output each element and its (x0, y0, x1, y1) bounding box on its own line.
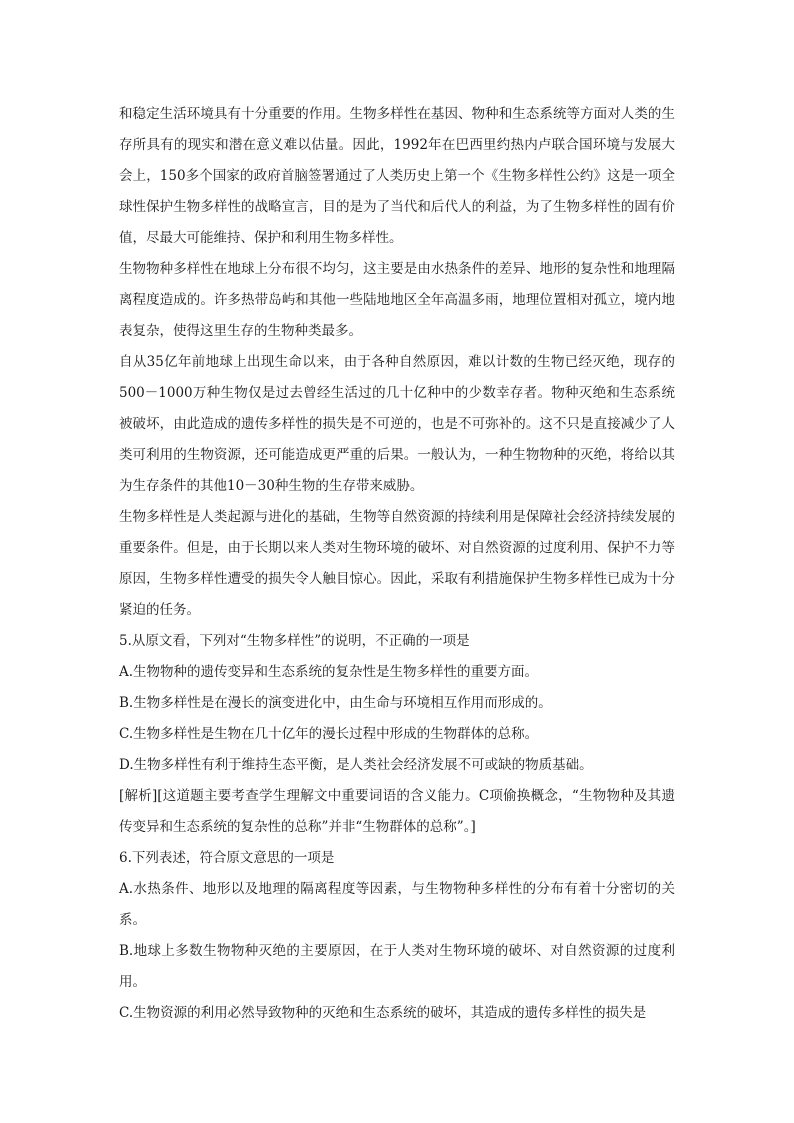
document-body (119, 99, 675, 1029)
question-6-option-c: C.生物资源的利用必然导致物种的灭绝和生态系统的破坏，其造成的遗传多样性的损失是 (119, 1005, 647, 1021)
question-6-option-b: B.地球上多数生物物种灭绝的主要原因，在于人类对生物环境的破坏、对自然资源的过度利用。 (119, 943, 675, 990)
question-5-option-a: A.生物物种的遗传变异和生态系统的复杂性是生物多样性的重要方面。 (119, 664, 539, 680)
question-6-stem: 6.下列表述，符合原文意思的一项是 (119, 850, 335, 866)
question-5-option-d: D.生物多样性有利于维持生态平衡，是人类社会经济发展不可或缺的物质基础。 (119, 757, 593, 773)
question-6-option-a: A.水热条件、地形以及地理的隔离程度等因素，与生物物种多样性的分布有着十分密切的关系。 (119, 881, 675, 928)
question-5-option-c: C.生物多样性是生物在几十亿年的漫长过程中形成的生物群体的总称。 (119, 726, 539, 742)
passage-paragraph-3: 自从35亿年前地球上出现生命以来，由于各种自然原因，难以计数的生物已经灭绝，现存的500－1000万种生物仅是过去曾经生活过的几十亿种中的少数幸存者。物种灭绝和生态系统被破坏，由此造成的遗传多样性的损失是不可逆的，也是不可弥补的。这不只是直接减少了人类可利用的生物资源，还可能造成更严重的后果。一般认为，一种生物物种的灭绝，将给以其为生存条件的其他10－30种生物的生存带来威胁。 (119, 354, 675, 494)
question-5-analysis: [解析][这道题主要考查学生理解文中重要词语的含义能力。C项偷换概念，“生物物种及其遗传变异和生态系统的复杂性的总称”并非“生物群体的总称”。] (119, 788, 675, 835)
question-5-option-b: B.生物多样性是在漫长的演变进化中，由生命与环境相互作用而形成的。 (119, 695, 552, 711)
passage-paragraph-2: 生物物种多样性在地球上分布很不均匀，这主要是由水热条件的差异、地形的复杂性和地理隔离程度造成的。许多热带岛屿和其他一些陆地地区全年高温多雨，地理位置相对孤立，境内地表复杂，使得这里生存的生物种类最多。 (119, 261, 675, 339)
passage-paragraph-1: 和稳定生活环境具有十分重要的作用。生物多样性在基因、物种和生态系统等方面对人类的生存所具有的现实和潜在意义难以估量。因此，1992年在巴西里约热内卢联合国环境与发展大会上，150多个国家的政府首脑签署通过了人类历史上第一个《生物多样性公约》这是一项全球性保护生物多样性的战略宣言，目的是为了当代和后代人的利益，为了生物多样性的固有价值，尽最大可能维持、保护和利用生物多样性。 (119, 106, 675, 246)
passage-paragraph-4: 生物多样性是人类起源与进化的基础，生物等自然资源的持续利用是保障社会经济持续发展的重要条件。但是，由于长期以来人类对生物环境的破坏、对自然资源的过度利用、保护不力等原因，生物多样性遭受的损失令人触目惊心。因此，采取有利措施保护生物多样性已成为十分紧迫的任务。 (119, 509, 675, 618)
question-5-stem: 5.从原文看，下列对“生物多样性”的说明，不正确的一项是 (119, 633, 470, 649)
